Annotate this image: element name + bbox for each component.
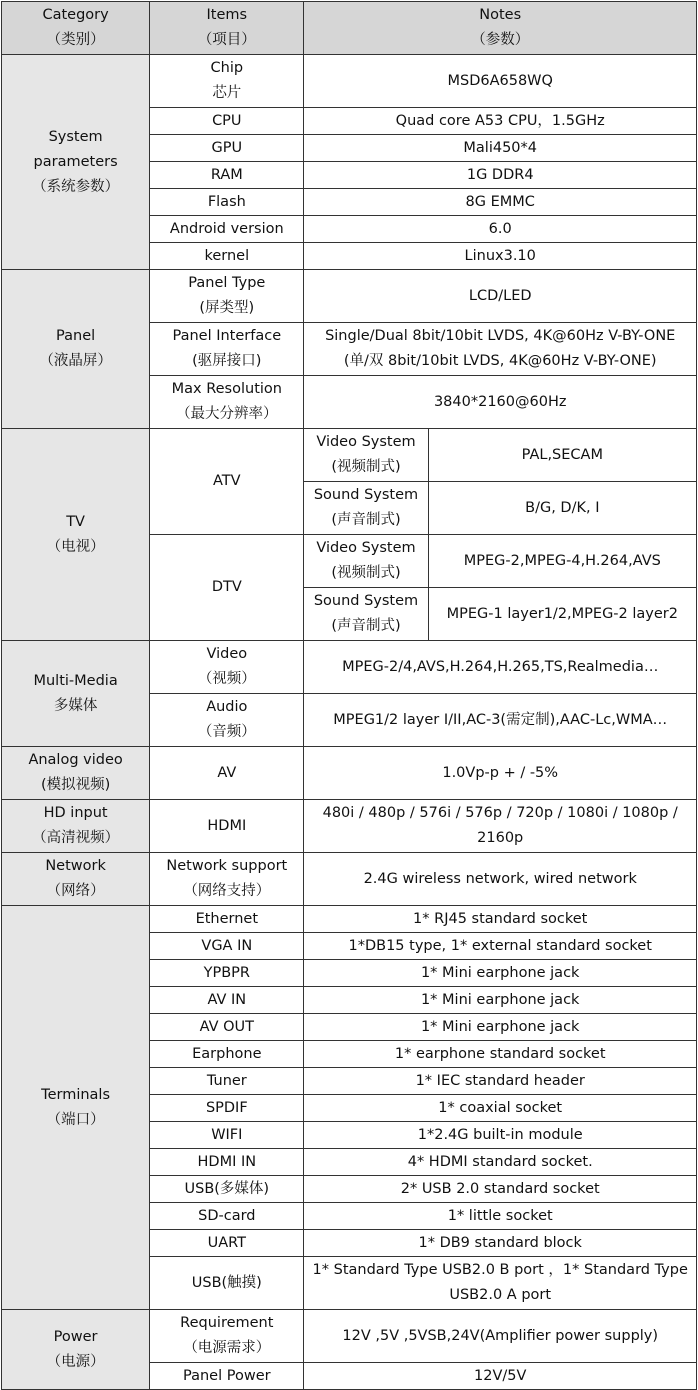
table-row <box>2 747 697 800</box>
note-cell: 8G EMMC <box>304 189 697 216</box>
category-network: Network （网络） <box>2 853 150 906</box>
note-cell: Quad core A53 CPU，1.5GHz <box>304 108 697 135</box>
item-cell: GPU <box>150 135 304 162</box>
item-cell: Audio （音频） <box>150 694 304 747</box>
item-cell: CPU <box>150 108 304 135</box>
item-cell: Android version <box>150 216 304 243</box>
note-cell: B/G, D/K, I <box>428 482 696 535</box>
note-cell: MSD6A658WQ <box>304 55 697 108</box>
item-cell: RAM <box>150 162 304 189</box>
item-cell: HDMI IN <box>150 1149 304 1176</box>
category-power: Power （电源） <box>2 1310 150 1390</box>
note-cell: MPEG-1 layer1/2,MPEG-2 layer2 <box>428 588 696 641</box>
header-items: Items （项目） <box>150 2 304 55</box>
item-cell: Panel Power <box>150 1363 304 1390</box>
note-cell: 12V/5V <box>304 1363 697 1390</box>
table-row <box>2 55 697 108</box>
subitem-cell: Sound System (声音制式) <box>304 482 428 535</box>
item-cell: WIFI <box>150 1122 304 1149</box>
item-cell: YPBPR <box>150 960 304 987</box>
note-cell: 1.0Vp-p + / -5% <box>304 747 697 800</box>
note-cell: 1* Standard Type USB2.0 B port ，1* Standard Type USB2.0 A port <box>304 1257 697 1310</box>
item-cell: SPDIF <box>150 1095 304 1122</box>
item-cell: AV <box>150 747 304 800</box>
note-cell: 1*DB15 type, 1* external standard socket <box>304 933 697 960</box>
note-cell: 1* little socket <box>304 1203 697 1230</box>
note-cell: LCD/LED <box>304 270 697 323</box>
table-row <box>2 800 697 853</box>
table-row <box>2 1310 697 1363</box>
note-cell: MPEG1/2 layer I/II,AC-3(需定制),AAC-Lc,WMA… <box>304 694 697 747</box>
category-terminals: Terminals （端口） <box>2 906 150 1310</box>
item-cell: AV IN <box>150 987 304 1014</box>
table-row <box>2 429 697 482</box>
note-cell: Linux3.10 <box>304 243 697 270</box>
note-cell: 2* USB 2.0 standard socket <box>304 1176 697 1203</box>
note-cell: Mali450*4 <box>304 135 697 162</box>
item-cell: Network support （网络支持） <box>150 853 304 906</box>
note-cell: 1G DDR4 <box>304 162 697 189</box>
note-cell: 1* IEC standard header <box>304 1068 697 1095</box>
subitem-cell: Video System (视频制式) <box>304 429 428 482</box>
note-cell: 3840*2160@60Hz <box>304 376 697 429</box>
item-cell: Panel Interface (驱屏接口) <box>150 323 304 376</box>
category-tv: TV （电视） <box>2 429 150 641</box>
note-cell: 1* Mini earphone jack <box>304 960 697 987</box>
item-cell: USB(触摸) <box>150 1257 304 1310</box>
item-atv: ATV <box>150 429 304 535</box>
table-row <box>2 270 697 323</box>
note-cell: PAL,SECAM <box>428 429 696 482</box>
table-row <box>2 906 697 933</box>
table-row <box>2 641 697 694</box>
subitem-cell: Sound System (声音制式) <box>304 588 428 641</box>
item-cell: Flash <box>150 189 304 216</box>
item-cell: HDMI <box>150 800 304 853</box>
item-cell: Earphone <box>150 1041 304 1068</box>
table-row <box>2 853 697 906</box>
note-cell: 1*2.4G built-in module <box>304 1122 697 1149</box>
header-notes: Notes （参数） <box>304 2 697 55</box>
category-hd-input: HD input （高清视频） <box>2 800 150 853</box>
item-cell: USB(多媒体) <box>150 1176 304 1203</box>
note-cell: MPEG-2/4,AVS,H.264,H.265,TS,Realmedia… <box>304 641 697 694</box>
note-cell: 1* Mini earphone jack <box>304 987 697 1014</box>
note-cell: 1* earphone standard socket <box>304 1041 697 1068</box>
header-row <box>2 2 697 55</box>
note-cell: 1* Mini earphone jack <box>304 1014 697 1041</box>
item-cell: Panel Type (屏类型) <box>150 270 304 323</box>
item-dtv: DTV <box>150 535 304 641</box>
item-cell: AV OUT <box>150 1014 304 1041</box>
note-cell: 1* RJ45 standard socket <box>304 906 697 933</box>
note-cell: 480i / 480p / 576i / 576p / 720p / 1080i / 1080p / 2160p <box>304 800 697 853</box>
header-category: Category （类别） <box>2 2 150 55</box>
note-cell: 1* coaxial socket <box>304 1095 697 1122</box>
note-cell: Single/Dual 8bit/10bit LVDS, 4K@60Hz V-BY-ONE (单/双 8bit/10bit LVDS, 4K@60Hz V-BY-ONE) <box>304 323 697 376</box>
item-cell: Tuner <box>150 1068 304 1095</box>
spec-table <box>1 1 697 1390</box>
item-cell: VGA IN <box>150 933 304 960</box>
category-multimedia: Multi-Media 多媒体 <box>2 641 150 747</box>
item-cell: UART <box>150 1230 304 1257</box>
category-system: System parameters （系统参数） <box>2 55 150 270</box>
item-cell: kernel <box>150 243 304 270</box>
note-cell: 2.4G wireless network, wired network <box>304 853 697 906</box>
item-cell: Ethernet <box>150 906 304 933</box>
note-cell: 4* HDMI standard socket. <box>304 1149 697 1176</box>
item-cell: Requirement （电源需求） <box>150 1310 304 1363</box>
note-cell: MPEG-2,MPEG-4,H.264,AVS <box>428 535 696 588</box>
note-cell: 6.0 <box>304 216 697 243</box>
category-panel: Panel （液晶屏） <box>2 270 150 429</box>
subitem-cell: Video System (视频制式) <box>304 535 428 588</box>
item-cell: SD-card <box>150 1203 304 1230</box>
note-cell: 1* DB9 standard block <box>304 1230 697 1257</box>
note-cell: 12V ,5V ,5VSB,24V(Amplifier power supply) <box>304 1310 697 1363</box>
category-analog-video: Analog video (模拟视频) <box>2 747 150 800</box>
item-cell: Video （视频） <box>150 641 304 694</box>
item-cell: Max Resolution （最大分辨率） <box>150 376 304 429</box>
item-cell: Chip 芯片 <box>150 55 304 108</box>
